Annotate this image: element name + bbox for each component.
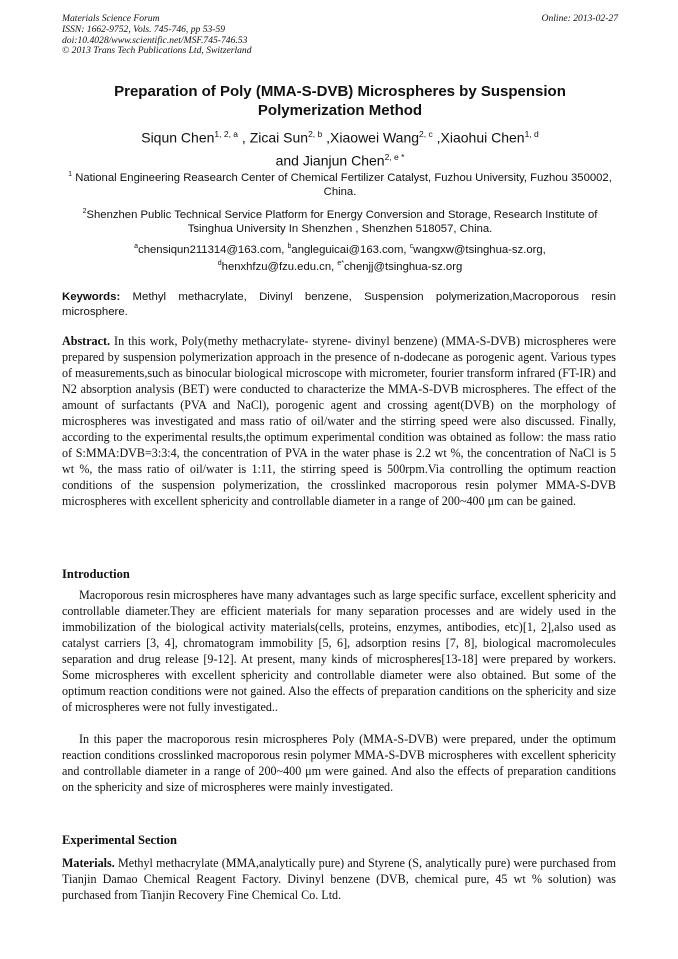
abstract	[62, 333, 616, 509]
affiliation-text: Shenzhen Public Technical Service Platform for Energy Conversion and Storage, Research Institute of Tsinghua University In Shenzhen , Shenzhen 518057, China.	[86, 208, 598, 236]
doi-line: doi:10.4028/www.scientific.net/MSF.745-746.53	[62, 34, 248, 46]
author-name: Xiaowei Wang	[330, 129, 420, 146]
email-address: chensiqun211314@163.com,	[138, 243, 288, 256]
affiliation-text: National Engineering Reasearch Center of Chemical Fertilizer Catalyst, Fuzhou University, Fuzhou 350002, China.	[75, 171, 612, 199]
introduction-heading: Introduction	[62, 567, 130, 581]
keywords-label: Keywords:	[62, 291, 121, 303]
email-address: wangxw@tsinghua-sz.org,	[413, 243, 546, 256]
author-affil-mark: 2, b	[308, 129, 323, 139]
issn-line: ISSN: 1662-9752, Vols. 745-746, pp 53-59	[62, 23, 226, 35]
affiliation-mark: 2	[82, 208, 87, 215]
journal-header	[62, 14, 618, 57]
author-line-1	[62, 125, 618, 148]
affiliation-2	[80, 205, 600, 237]
materials-text: Methyl methacrylate (MMA,analytically pure) and Styrene (S, analytically pure) were purchased from Tianjin Damao Chemical Reagent Factory. Divinyl benzene (DVB, chemical pure, 45 wt % solution) was purchased from Tianjin Recovery Fine Chemical Co. Ltd.	[62, 856, 616, 902]
author-line-2	[62, 148, 618, 171]
email-mark: a	[134, 243, 139, 250]
online-date: Online: 2013-02-27	[541, 13, 618, 24]
author-separator: ,	[238, 129, 250, 146]
author-name: and Jianjun Chen	[275, 152, 385, 169]
materials-paragraph	[62, 855, 616, 903]
introduction-paragraph-2: In this paper the macroporous resin microspheres Poly (MMA-S-DVB) were prepared, under the optimum reaction conditions crosslinked macroporous resin polymer MMA-S-DVB microspheres with excellent sphericity and controllable diameter in a range of 200~400 μm were gained. And also the effects of preparation canditions on the sphericity and size of microspheres were mainly investigated.	[62, 732, 616, 794]
author-affil-mark: 1, d	[524, 129, 539, 139]
author-affil-mark: 2, c	[419, 129, 433, 139]
email-mark: b	[287, 243, 292, 250]
author-affil-mark: 1, 2, a	[214, 129, 239, 139]
email-list	[62, 240, 618, 275]
author-name: Zicai Sun	[249, 129, 309, 146]
abstract-text: In this work, Poly(methy methacrylate- styrene- divinyl benzene) (MMA-S-DVB) microspheres were prepared by suspension polymerization approach in the presence of n-dodecane as porogenic agent. Various types of measurements,such as binocular biological microscope with micrometer, fourier transform infrared (FT-IR) and N2 absorption analysis (BET) were conducted to characterize the MMA-S-DVB microspheres. The effect of the amount of surfactants (PVA and NaCl), porogenic agent and crossing agent(DVB) on the morphology of microspheres was investigated and mass ratio of oil/water and the stirring speed were also discussed. Finally, according to the experimental results,the optimum experimental condition was obtained as follow: the mass ratio of S:MMA:DVB=3:3:4, the concentration of PVA in the water phase is 2.2 wt %, the concentration of NaCl is 5 wt %, the mass ratio of oil/water is 1:11, the stirring speed is 500rpm.Via controlling the optimum reaction conditions of the suspension polymerization, the crosslinked macroporous resin polymer MMA-S-DVB microspheres with excellent sphericity and controllable diameter in a range of 200~400 μm can be gained.	[62, 334, 616, 508]
email-address: henxhfzu@fzu.edu.cn,	[221, 261, 338, 274]
email-mark: c	[409, 243, 414, 250]
email-address: angleguicai@163.com,	[291, 243, 410, 256]
copyright-line: © 2013 Trans Tech Publications Ltd, Switzerland	[62, 45, 252, 57]
email-line-2	[62, 257, 618, 274]
author-list	[62, 125, 618, 170]
email-address: chenjj@tsinghua-sz.org	[344, 261, 463, 274]
introduction-paragraph-1: Macroporous resin microspheres have many advantages such as large specific surface, excellent sphericity and controllable diameter.They are efficient materials for many separation processes and are widely used in the immobilization of the biological activity materials(cells, proteins, enzymes, antibodies, etc)[1, 2],also used as catalyst carriers [3, 4], chromatogram immobility [5, 6], adsorption resins [7, 8], biological macromolecules separation and drug release [9-12]. At present, many kinds of microspheres[13-18] were prepared by workers. Some microspheres with excellent sphericity and controllable diameter were also obtained. But some of the optimum reaction conditions were not gained. Also the effects of preparation canditions on the sphericity and size of microspheres were not fully investigated..	[62, 588, 616, 714]
keywords	[62, 290, 616, 320]
author-name: Siqun Chen	[141, 129, 215, 146]
materials-label: Materials.	[62, 856, 115, 870]
affiliation-mark: 1	[68, 171, 73, 178]
abstract-label: Abstract.	[62, 334, 111, 348]
keywords-text: Methyl methacrylate, Divinyl benzene, Suspension polymerization,Macroporous resin microsphere.	[62, 291, 616, 318]
author-affil-mark: 2, e *	[384, 151, 405, 162]
affiliation-1	[62, 168, 618, 200]
author-separator: ,	[322, 129, 331, 146]
journal-name: Materials Science Forum	[62, 13, 160, 24]
email-line-1	[62, 240, 618, 257]
paper-title: Preparation of Poly (MMA-S-DVB) Microspheres by Suspension Polymerization Method	[114, 83, 566, 119]
author-separator: ,	[432, 129, 441, 146]
email-mark: e*	[337, 260, 345, 268]
author-name: Xiaohui Chen	[440, 129, 525, 146]
experimental-heading: Experimental Section	[62, 833, 177, 847]
email-mark: d	[217, 260, 222, 268]
